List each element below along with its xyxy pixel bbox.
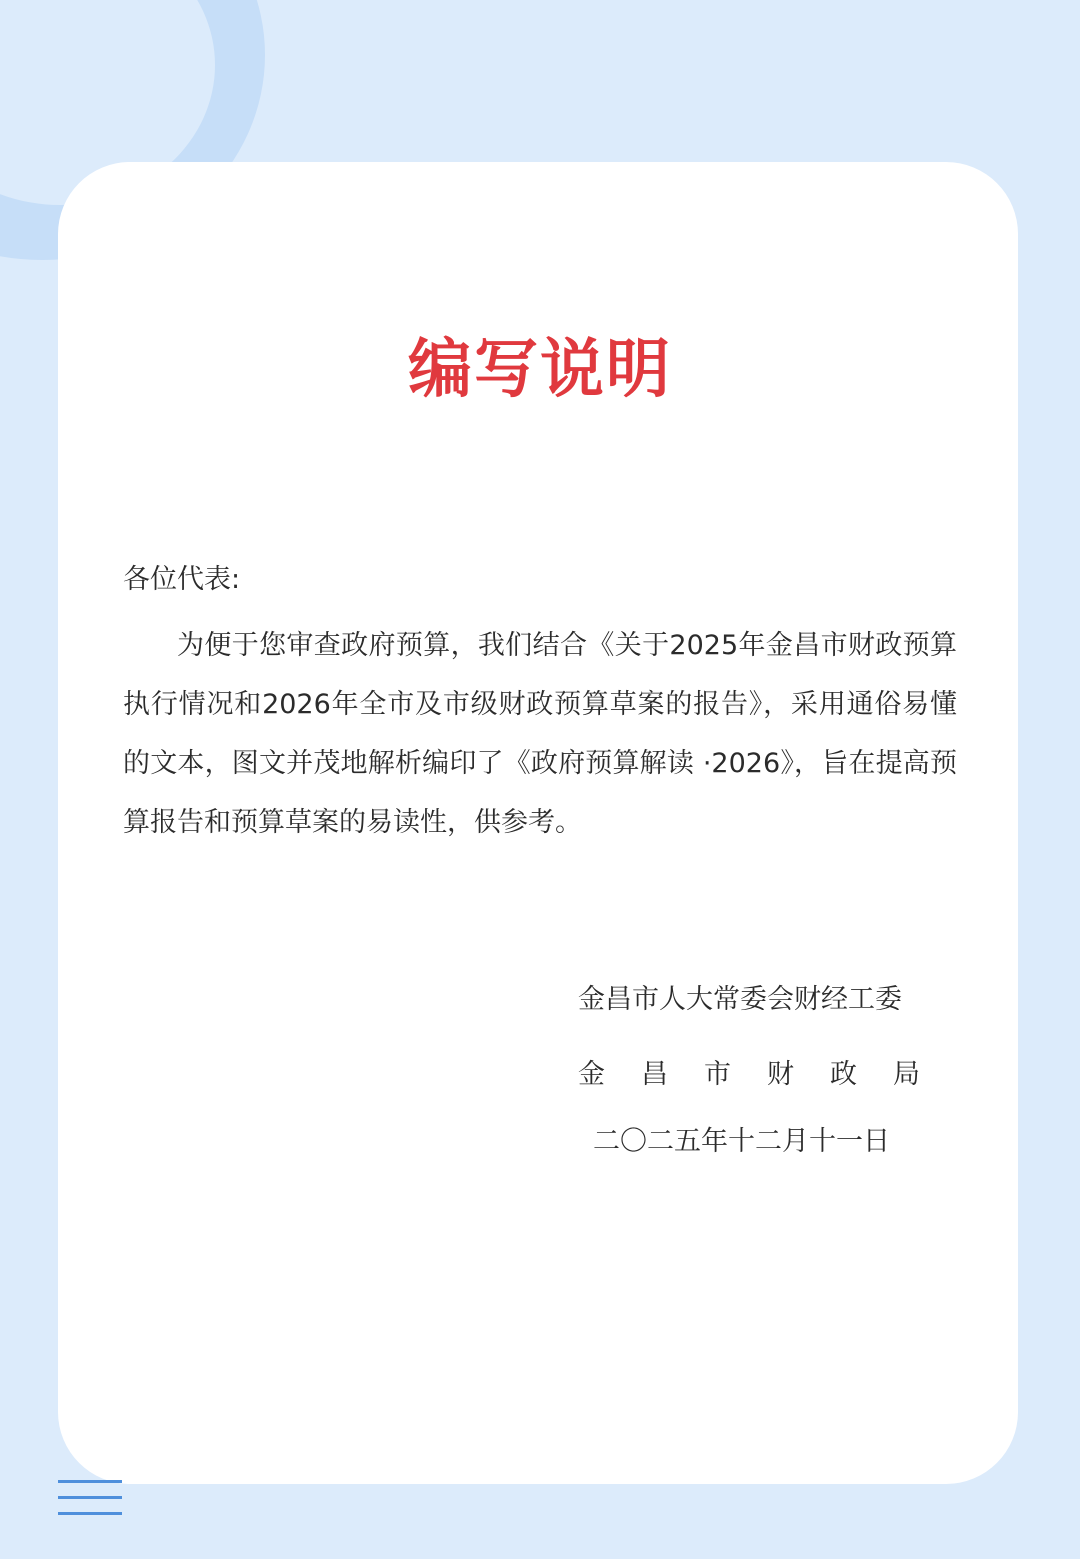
body-paragraph: 为便于您审查政府预算，我们结合《关于2025年金昌市财政预算执行情况和2026年全市及市级财政预算草案的报告》，采用通俗易懂的文本，图文并茂地解析编印了《政府预算解读 ·2026》，旨在提高预算报告和预算草案的易读性，供参考。 <box>123 630 957 838</box>
signer-char: 市 <box>704 1059 731 1090</box>
signer-char: 政 <box>830 1059 857 1090</box>
signer-char: 局 <box>893 1059 920 1090</box>
signer-char: 金 <box>578 1059 605 1090</box>
signer-finance-bureau <box>578 1055 920 1095</box>
salutation: 各位代表: <box>123 564 241 595</box>
signer-char: 昌 <box>641 1059 668 1090</box>
menu-lines-icon <box>58 1478 122 1518</box>
signature-date: 二〇二五年十二月十一日 <box>593 1126 890 1157</box>
signer-committee: 金昌市人大常委会财经工委 <box>578 984 902 1015</box>
signer-char: 财 <box>767 1059 794 1090</box>
page-title: 编写说明 <box>408 332 672 407</box>
